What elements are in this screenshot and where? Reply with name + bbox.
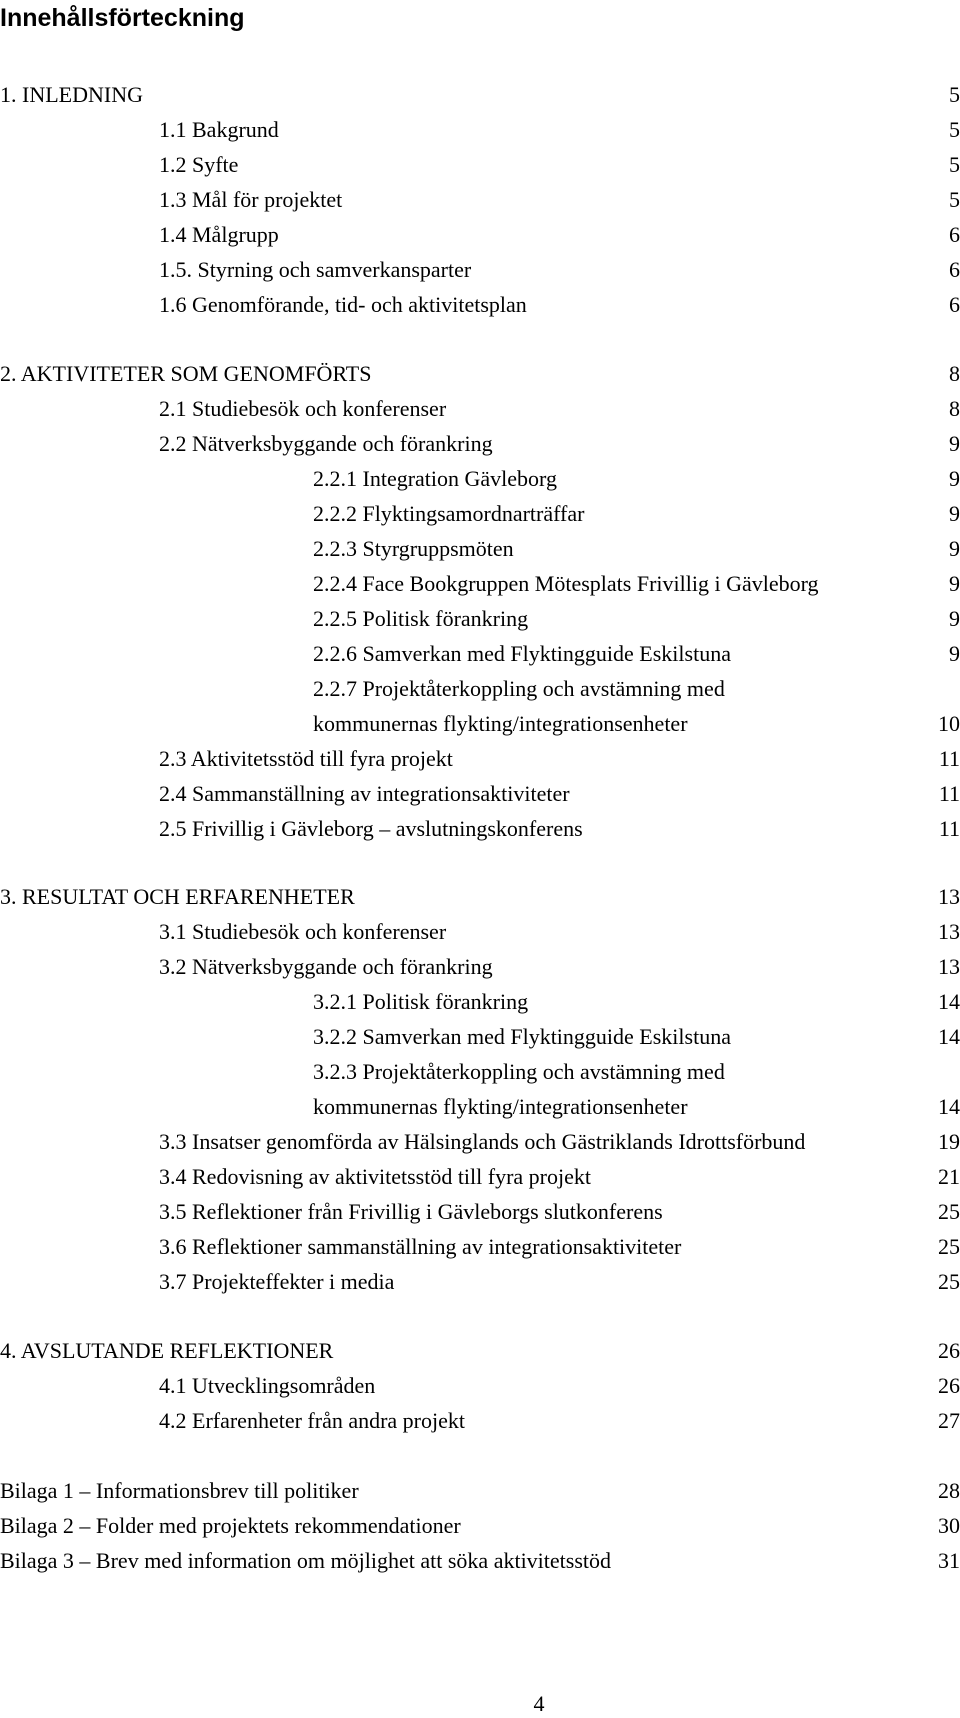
toc-entry[interactable] — [0, 1055, 960, 1089]
toc-entry-page: 27 — [938, 1408, 960, 1433]
toc-entry[interactable] — [0, 392, 960, 426]
toc-entry-page: 14 — [938, 1094, 960, 1119]
toc-entry-page: 21 — [938, 1164, 960, 1189]
toc-entry[interactable] — [0, 183, 960, 217]
toc-title: Innehållsförteckning — [0, 4, 245, 32]
toc-entry-page: 9 — [949, 501, 960, 526]
toc-entry-page: 19 — [938, 1129, 960, 1154]
toc-entry-page: 31 — [938, 1548, 960, 1573]
toc-entry-page: 13 — [938, 884, 960, 909]
toc-entry[interactable] — [0, 707, 960, 741]
page-number: 4 — [533, 1691, 545, 1716]
toc-entry[interactable] — [0, 1090, 960, 1124]
toc-entry-label: 3.5 Reflektioner från Frivillig i Gävleborgs slutkonferens — [159, 1199, 663, 1224]
toc-entry[interactable] — [0, 880, 960, 914]
toc-entry[interactable] — [0, 1404, 960, 1438]
toc-entry[interactable] — [0, 497, 960, 531]
toc-entry[interactable] — [0, 427, 960, 461]
toc-entry[interactable] — [0, 532, 960, 566]
toc-entry-label: 2.2.3 Styrgruppsmöten — [313, 536, 514, 561]
toc-entry[interactable] — [0, 985, 960, 1019]
toc-entry[interactable] — [0, 567, 960, 601]
toc-entry-page: 25 — [938, 1234, 960, 1259]
toc-entry[interactable] — [0, 602, 960, 636]
toc-entry-label: Bilaga 2 – Folder med projektets rekommendationer — [0, 1513, 461, 1538]
toc-entry-label: 3.2.3 Projektåterkoppling och avstämning med — [313, 1059, 725, 1084]
toc-entry-label: 2.2.1 Integration Gävleborg — [313, 466, 557, 491]
toc-entry[interactable] — [0, 1230, 960, 1264]
toc-entry[interactable] — [0, 253, 960, 287]
toc-entry-label: 1.6 Genomförande, tid- och aktivitetsplan — [159, 292, 527, 317]
toc-entry-label: 2.2 Nätverksbyggande och förankring — [159, 431, 493, 456]
toc-entry[interactable] — [0, 1020, 960, 1054]
toc-entry[interactable] — [0, 950, 960, 984]
toc-entry[interactable] — [0, 78, 960, 112]
toc-entry-label: 2.2.2 Flyktingsamordnarträffar — [313, 501, 585, 526]
toc-entry[interactable] — [0, 1509, 960, 1543]
toc-entry[interactable] — [0, 1125, 960, 1159]
toc-entry-label: 3.2.2 Samverkan med Flyktingguide Eskilstuna — [313, 1024, 731, 1049]
toc-entry-page: 30 — [938, 1513, 960, 1538]
toc-entry-label: 2.2.5 Politisk förankring — [313, 606, 529, 631]
toc-entry[interactable] — [0, 218, 960, 252]
toc-entry-page: 5 — [949, 117, 960, 142]
toc-entry-label: 1.1 Bakgrund — [159, 117, 279, 142]
toc-entry-page: 26 — [938, 1373, 960, 1398]
toc-entry-page: 6 — [949, 222, 960, 247]
toc-entry[interactable] — [0, 777, 960, 811]
toc-entry-label: 4.2 Erfarenheter från andra projekt — [159, 1408, 466, 1433]
toc-entry-page: 6 — [949, 257, 960, 282]
toc-entry-page: 26 — [938, 1338, 960, 1363]
toc-entry-page: 8 — [949, 396, 960, 421]
toc-entry-page: 5 — [949, 187, 960, 212]
toc-entry-page: 6 — [949, 292, 960, 317]
toc-entry[interactable] — [0, 812, 960, 846]
toc-entry[interactable] — [0, 742, 960, 776]
toc-entry-label: 3.2 Nätverksbyggande och förankring — [159, 954, 493, 979]
toc-entry[interactable] — [0, 672, 960, 706]
toc-entry-label: 3.3 Insatser genomförda av Hälsinglands och Gästriklands Idrottsförbund — [159, 1129, 806, 1154]
toc-entry[interactable] — [0, 288, 960, 322]
toc-entry-label: 4.1 Utvecklingsområden — [159, 1373, 376, 1398]
toc-entry-label: 3.6 Reflektioner sammanställning av integrationsaktiviteter — [159, 1234, 682, 1259]
toc-entry-page: 9 — [949, 466, 960, 491]
toc-entry[interactable] — [0, 1544, 960, 1578]
toc-entry-label: 3.1 Studiebesök och konferenser — [159, 919, 447, 944]
toc-entry[interactable] — [0, 357, 960, 391]
toc-entry-label: Bilaga 1 – Informationsbrev till politiker — [0, 1478, 359, 1503]
toc-entry-label: 2.4 Sammanställning av integrationsaktiviteter — [159, 781, 570, 806]
toc-entry[interactable] — [0, 1334, 960, 1368]
toc-entry-label: 2.3 Aktivitetsstöd till fyra projekt — [159, 746, 453, 771]
toc-entry-page: 14 — [938, 1024, 960, 1049]
toc-entry-label: 2.2.6 Samverkan med Flyktingguide Eskilstuna — [313, 641, 731, 666]
toc-entry-label: 2.2.4 Face Bookgruppen Mötesplats Frivillig i Gävleborg — [313, 571, 819, 596]
toc-entry-page: 11 — [938, 781, 960, 806]
toc-entry-page: 9 — [949, 606, 960, 631]
toc-entry-page: 13 — [938, 919, 960, 944]
toc-entry[interactable] — [0, 462, 960, 496]
toc-entry[interactable] — [0, 915, 960, 949]
toc-entry[interactable] — [0, 637, 960, 671]
toc-entry-label: 1.4 Målgrupp — [159, 222, 279, 247]
toc-entry-label: kommunernas flykting/integrationsenheter — [313, 1094, 688, 1119]
toc-entry-page: 9 — [949, 536, 960, 561]
toc-entry-page: 11 — [938, 746, 960, 771]
toc-entry-page: 11 — [938, 816, 960, 841]
toc-entry-page: 14 — [938, 989, 960, 1014]
toc-entry[interactable] — [0, 1265, 960, 1299]
toc-entry-label: 1.2 Syfte — [159, 152, 239, 177]
toc-entry[interactable] — [0, 1474, 960, 1508]
toc-entry[interactable] — [0, 1195, 960, 1229]
toc-entry-label: 3.2.1 Politisk förankring — [313, 989, 529, 1014]
toc-entry-label: 4. AVSLUTANDE REFLEKTIONER — [0, 1338, 334, 1363]
toc-entry-label: 3.7 Projekteffekter i media — [159, 1269, 395, 1294]
toc-entry-page: 28 — [938, 1478, 960, 1503]
toc-entry-label: 1. INLEDNING — [0, 82, 143, 107]
toc-entry-page: 25 — [938, 1199, 960, 1224]
toc-entry-page: 10 — [938, 711, 960, 736]
toc-entry-label: 1.3 Mål för projektet — [159, 187, 343, 212]
toc-entry-page: 9 — [949, 431, 960, 456]
toc-entry-label: 2.1 Studiebesök och konferenser — [159, 396, 447, 421]
toc-entry-label: 1.5. Styrning och samverkansparter — [159, 257, 472, 282]
toc-entry-label: 2. AKTIVITETER SOM GENOMFÖRTS — [0, 361, 372, 386]
toc-entry[interactable] — [0, 1160, 960, 1194]
toc-entry-page: 5 — [949, 152, 960, 177]
toc-entry-label: kommunernas flykting/integrationsenheter — [313, 711, 688, 736]
toc-entry-label: 3. RESULTAT OCH ERFARENHETER — [0, 884, 355, 909]
toc-entry-page: 5 — [949, 82, 960, 107]
toc-entry[interactable] — [0, 148, 960, 182]
toc-entry-page: 25 — [938, 1269, 960, 1294]
toc-entry-page: 9 — [949, 641, 960, 666]
toc-entry-label: 3.4 Redovisning av aktivitetsstöd till fyra projekt — [159, 1164, 591, 1189]
toc-entry[interactable] — [0, 1369, 960, 1403]
toc-entry-label: Bilaga 3 – Brev med information om möjlighet att söka aktivitetsstöd — [0, 1548, 612, 1573]
toc-entry-page: 13 — [938, 954, 960, 979]
toc-entry[interactable] — [0, 113, 960, 147]
toc-entry-label: 2.2.7 Projektåterkoppling och avstämning med — [313, 676, 725, 701]
toc-entry-page: 9 — [949, 571, 960, 596]
toc-entry-page: 8 — [949, 361, 960, 386]
toc-entry-label: 2.5 Frivillig i Gävleborg – avslutningskonferens — [159, 816, 583, 841]
